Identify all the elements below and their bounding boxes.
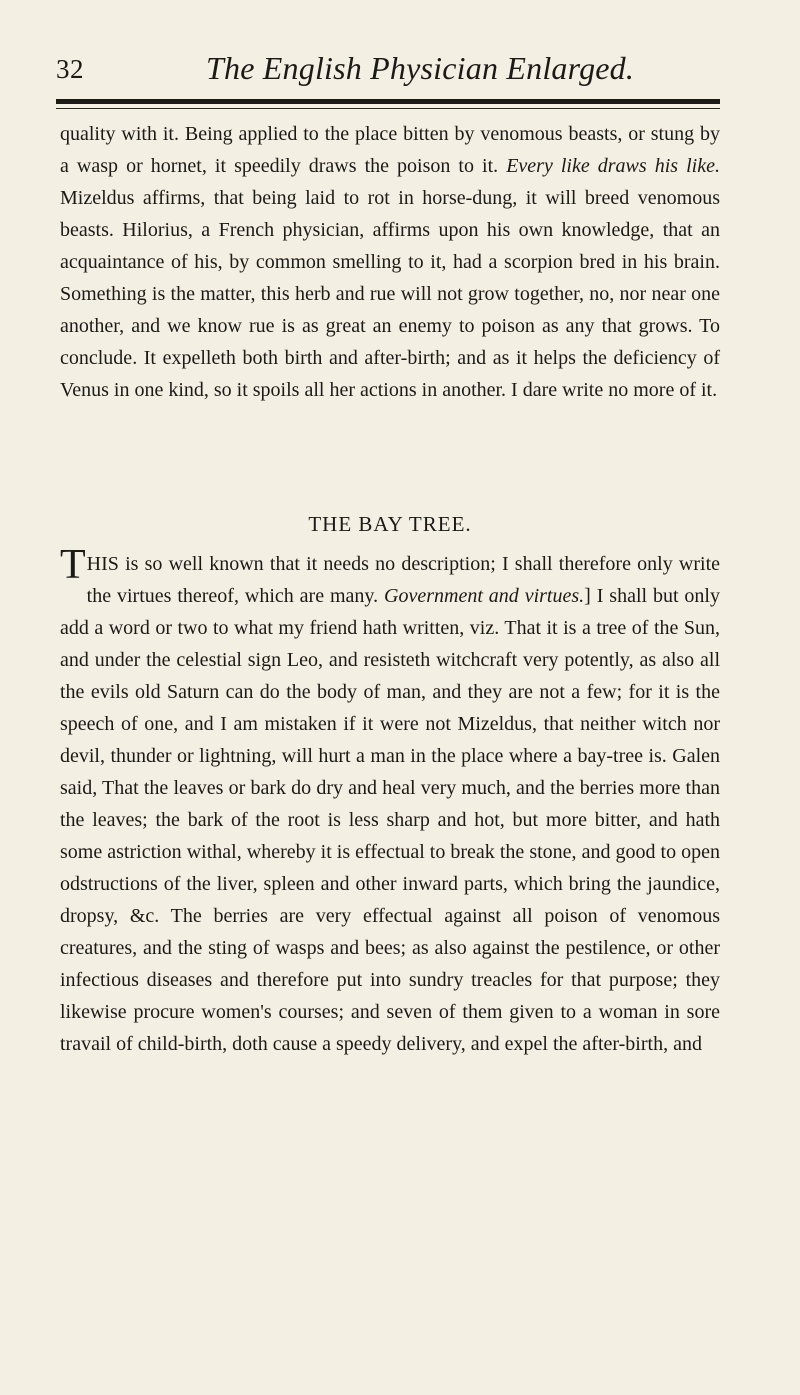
- paragraph-bay-tree: [60, 542, 720, 1060]
- paragraph-text: Mizeldus affirms, that being laid to rot in horse-dung, it will breed venomous beasts. Hilorius, a French physician, affirms upon his own knowledge, that an acquaintance of his, by common smelling to it, had a scorpion bred in his brain. Something is the matter, this herb and rue will not grow together, no, nor near one another, and we know rue is as great an enemy to poison as any that grows. To conclude. It expelleth both birth and after-birth; and as it helps the deficiency of Venus in one kind, so it spoils all her actions in another. I dare write no more of it.: [60, 187, 720, 401]
- paragraph-fleabane-continued: [60, 118, 720, 406]
- paragraph-text: I shall but only add a word or two to what my friend hath written, viz. That it is a tree of the Sun, and under the celestial sign Leo, and resisteth witchcraft very potently, as also all the evils old Saturn can do the body of man, and they are not a few; for it is the speech of one, and I am mistaken if it were not Mizeldus, that neither witch nor devil, thunder or lightning, will hurt a man in the place where a bay-tree is. Galen said, That the leaves or bark do dry and heal very much, and the berries more than the leaves; the bark of the root is less sharp and hot, but more bitter, and hath some astriction withal, whereby it is effectual to break the stone, and good to open odstructions of the liver, spleen and other inward parts, which bring the jaundice, dropsy, &c. The berries are very effectual against all poison of venomous creatures, and the sting of wasps and bees; as also against the pestilence, or other infectious diseases and therefore put into sundry treacles for that purpose; they likewise procure women's courses; and seven of them given to a woman in sore travail of child-birth, doth cause a speedy delivery, and expel the after-birth, and: [60, 585, 720, 1055]
- label-bracket: ]: [584, 585, 591, 607]
- section-heading: THE BAY TREE.: [308, 512, 472, 536]
- running-title: The English Physician Enlarged.: [206, 50, 635, 86]
- page-number: 32: [56, 54, 84, 84]
- section-label: Government and virtues.: [384, 585, 585, 607]
- header-rule-thin: [56, 108, 720, 109]
- paragraph-text: quality with it. Being applied to the place bitten by venomous beasts, or stung by a wasp or hornet, it speedily draws the poison to it.: [60, 123, 720, 177]
- drop-cap: T: [60, 542, 86, 588]
- paragraph-text: HIS is so well known that it needs no description; I shall therefore only write the virtues thereof, which are many.: [86, 553, 720, 607]
- italic-proverb: Every like draws his like.: [506, 155, 720, 177]
- page-header: [56, 42, 736, 92]
- header-rule: [56, 99, 720, 104]
